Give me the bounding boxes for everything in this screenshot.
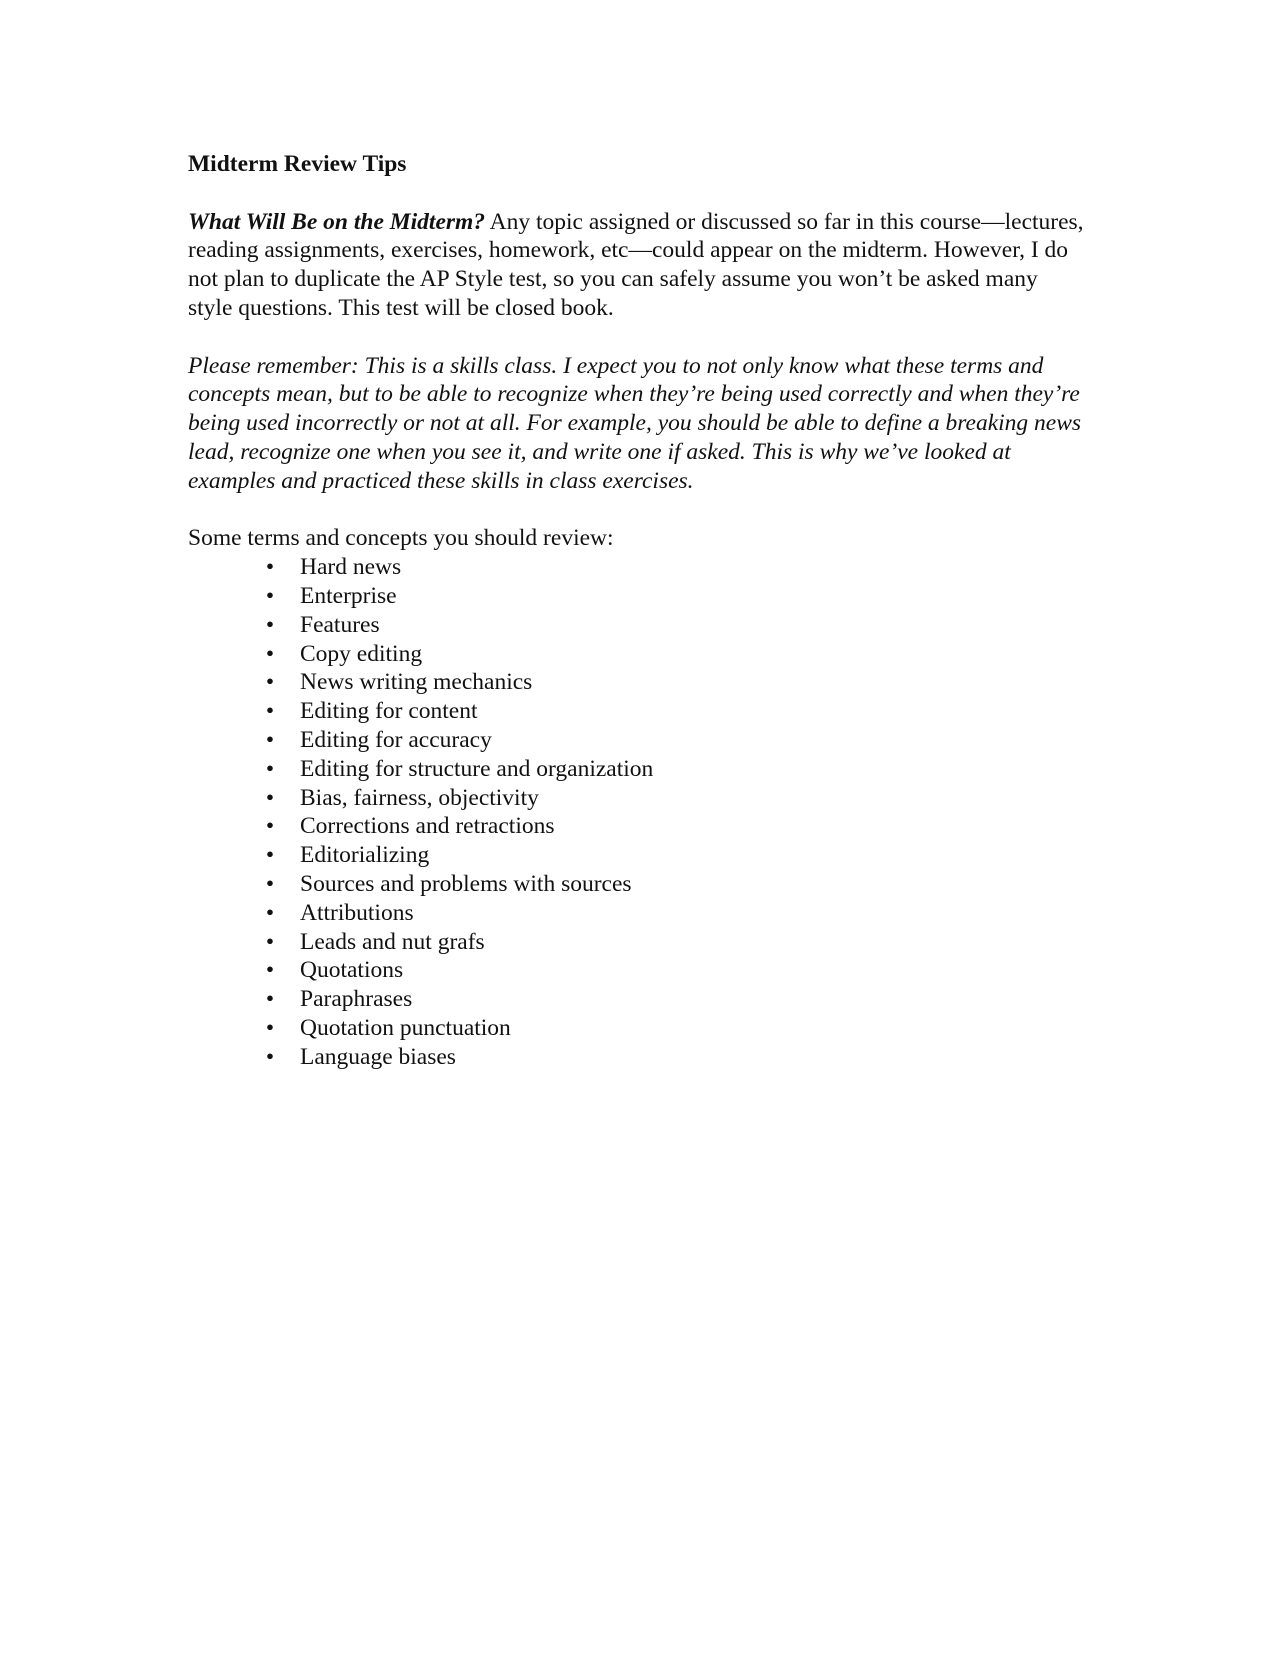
- list-item-text: Features: [300, 611, 380, 638]
- list-item: [188, 985, 1088, 1014]
- bullet-icon: •: [265, 813, 275, 840]
- reminder-paragraph: Please remember: This is a skills class. I expect you to not only know what these terms and concepts mean, but to be able to recognize when they’re being used correctly and when they’re being used incorrectly or not at all. For example, you should be able to define a breaking news lead, recognize one when you see it, and write one if asked. This is why we’ve looked at examples and practiced these skills in class exercises.: [188, 352, 1082, 494]
- intro-paragraph: [188, 208, 1088, 323]
- list-intro: Some terms and concepts you should review:: [188, 525, 614, 552]
- bullet-icon: •: [265, 554, 275, 581]
- list-item-text: Editing for accuracy: [300, 726, 492, 753]
- list-item-text: Language biases: [300, 1043, 456, 1070]
- list-item: [188, 611, 1088, 640]
- list-item-text: Attributions: [300, 899, 414, 926]
- list-item: [188, 697, 1088, 726]
- list-item-text: Leads and nut grafs: [300, 928, 485, 955]
- bullet-icon: •: [265, 842, 275, 869]
- list-item: [188, 928, 1088, 957]
- bullet-icon: •: [265, 784, 275, 811]
- list-item-text: Quotations: [300, 957, 404, 984]
- list-item: [188, 726, 1088, 755]
- list-item: [188, 956, 1088, 985]
- list-item-text: Enterprise: [300, 582, 397, 609]
- list-item: [188, 1043, 1088, 1072]
- document-page: [188, 150, 1088, 1072]
- bullet-icon: •: [265, 957, 275, 984]
- list-item-text: Quotation punctuation: [300, 1014, 511, 1041]
- bullet-icon: •: [265, 669, 275, 696]
- list-item: [188, 582, 1088, 611]
- terms-list: [188, 553, 1088, 1071]
- bullet-icon: •: [265, 899, 275, 926]
- list-item: [188, 870, 1088, 899]
- list-item: [188, 1014, 1088, 1043]
- list-item: [188, 668, 1088, 697]
- bullet-icon: •: [265, 698, 275, 725]
- bullet-icon: •: [265, 1043, 275, 1070]
- list-item-text: Hard news: [300, 554, 402, 581]
- list-item-text: Sources and problems with sources: [300, 870, 632, 897]
- list-item: [188, 640, 1088, 669]
- list-item-text: Corrections and retractions: [300, 813, 555, 840]
- list-item: [188, 784, 1088, 813]
- list-item: [188, 899, 1088, 928]
- bullet-icon: •: [265, 640, 275, 667]
- bullet-icon: •: [265, 986, 275, 1013]
- list-item-text: Paraphrases: [300, 986, 413, 1013]
- bullet-icon: •: [265, 1014, 275, 1041]
- list-item-text: Copy editing: [300, 640, 423, 667]
- list-item: [188, 553, 1088, 582]
- bullet-icon: •: [265, 726, 275, 753]
- list-item-text: Editorializing: [300, 842, 430, 869]
- list-item-text: Bias, fairness, objectivity: [300, 784, 539, 811]
- list-item: [188, 755, 1088, 784]
- document-title: Midterm Review Tips: [188, 151, 407, 177]
- bullet-icon: •: [265, 928, 275, 955]
- list-item-text: Editing for content: [300, 698, 478, 725]
- bullet-icon: •: [265, 582, 275, 609]
- intro-label: What Will Be on the Midterm?: [188, 208, 486, 235]
- list-item: [188, 812, 1088, 841]
- list-item: [188, 841, 1088, 870]
- bullet-icon: •: [265, 755, 275, 782]
- list-item-text: Editing for structure and organization: [300, 755, 654, 782]
- list-item-text: News writing mechanics: [300, 669, 533, 696]
- bullet-icon: •: [265, 870, 275, 897]
- bullet-icon: •: [265, 611, 275, 638]
- intro-text: Any topic assigned or discussed so far in this course—lectures, reading assignments, exercises, homework, etc—could appear on the midterm. However, I do not plan to duplicate the AP Style test, so you can safely assume you won’t be asked many style questions. This test will be closed book.: [188, 208, 1084, 321]
